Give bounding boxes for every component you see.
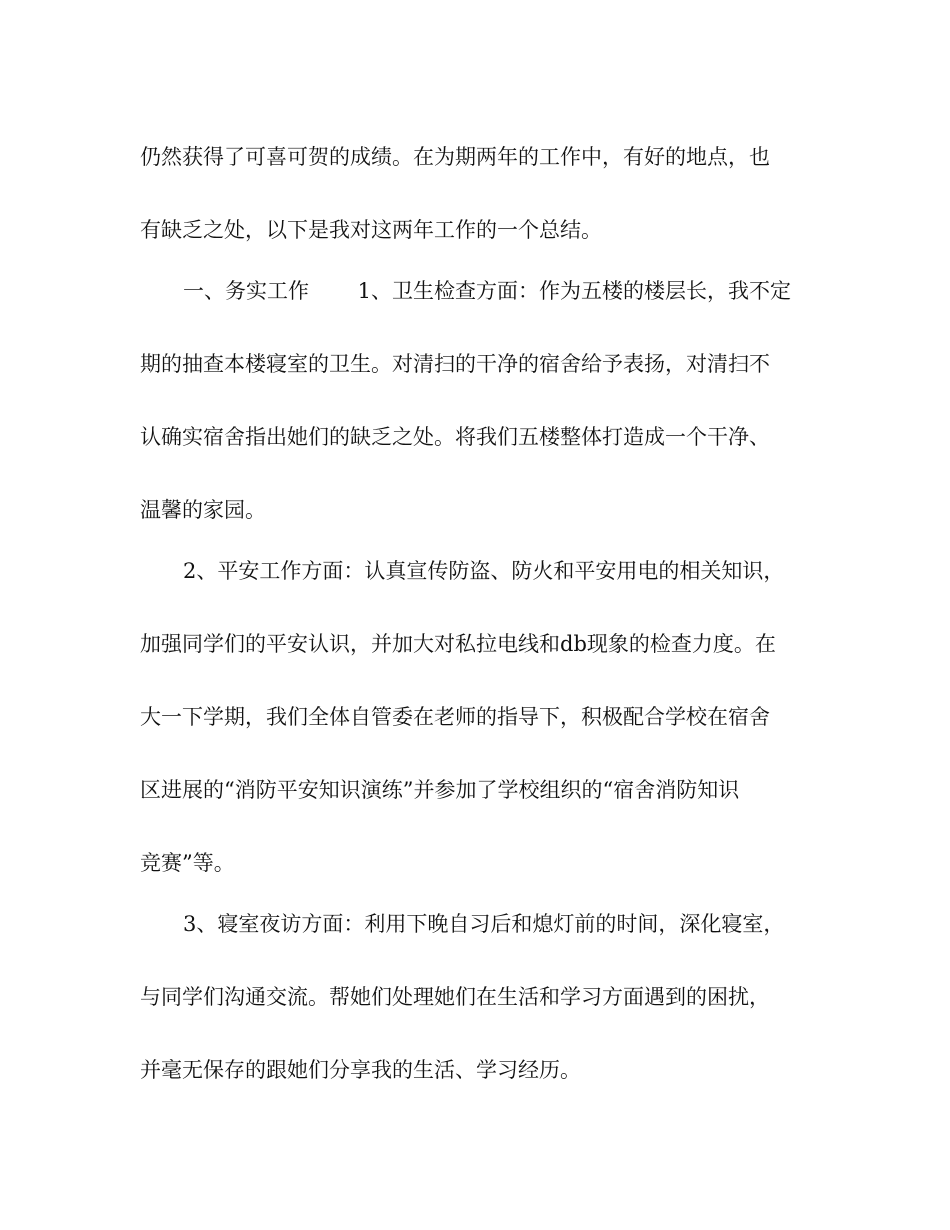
- paragraph-line: 加强同学们的平安认识，并加大对私拉电线和db现象的检查力度。在: [140, 632, 776, 656]
- paragraph-line: 并毫无保存的跟她们分享我的生活、学习经历。: [140, 1058, 581, 1082]
- paragraph-line: 温馨的家园。: [140, 498, 266, 522]
- paragraph-line: 有缺乏之处，以下是我对这两年工作的一个总结。: [140, 218, 602, 242]
- paragraph-line: 竞赛”等。: [140, 851, 235, 875]
- paragraph-line: 仍然获得了可喜可贺的成绩。在为期两年的工作中，有好的地点，也: [140, 145, 770, 169]
- paragraph-line: 3、寝室夜访方面：利用下晚自习后和熄灯前的时间，深化寝室，: [183, 912, 785, 936]
- paragraph-line: 与同学们沟通交流。帮她们处理她们在生活和学习方面遇到的困扰，: [140, 985, 770, 1009]
- paragraph-line: 认确实宿舍指出她们的缺乏之处。将我们五楼整体打造成一个干净、: [140, 425, 770, 449]
- paragraph-line: 大一下学期，我们全体自管委在老师的指导下，积极配合学校在宿舍: [140, 705, 770, 729]
- paragraph-line: 期的抽查本楼寝室的卫生。对清扫的干净的宿舍给予表扬，对清扫不: [140, 352, 770, 376]
- paragraph-line: 2、平安工作方面：认真宣传防盗、防火和平安用电的相关知识，: [183, 559, 785, 583]
- paragraph-line: 区进展的“消防平安知识演练”并参加了学校组织的“宿舍消防知识: [140, 778, 740, 802]
- section-heading-line: 一、务实工作 1、卫生检查方面：作为五楼的楼层长，我不定: [183, 279, 792, 303]
